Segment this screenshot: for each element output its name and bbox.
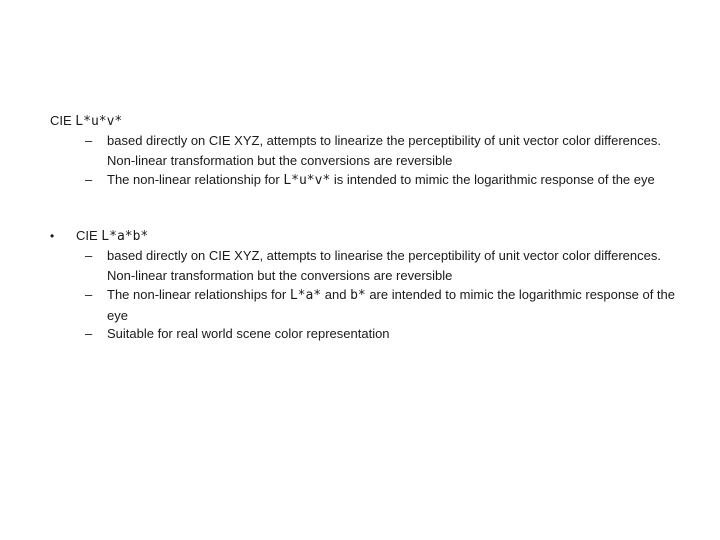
heading-prefix: CIE	[76, 228, 102, 243]
dash-marker: –	[85, 326, 93, 341]
section-heading-luv	[50, 112, 122, 131]
color-space-name: L*a*b*	[101, 229, 149, 244]
dash-marker: –	[85, 287, 93, 302]
list-item	[107, 131, 687, 170]
color-space-name: b*	[350, 288, 366, 303]
list-item	[107, 246, 687, 285]
heading-prefix: CIE	[50, 113, 76, 128]
dash-marker: –	[85, 133, 93, 148]
list-item	[107, 285, 687, 325]
item-text: based directly on CIE XYZ, attempts to linearize the perceptibility of unit vector color differences. Non-linear transformation but the conversions are reversible	[107, 133, 661, 168]
dash-marker: –	[85, 172, 93, 187]
item-text: based directly on CIE XYZ, attempts to linearise the perceptibility of unit vector color differences. Non-linear transformation but the conversions are reversible	[107, 248, 661, 283]
list-item	[107, 324, 687, 344]
list-item	[107, 170, 687, 191]
item-text: are intended to mimic the logarithmic response of the eye	[107, 287, 675, 323]
color-space-name: L*u*v*	[75, 114, 123, 129]
item-text: and	[321, 287, 351, 302]
item-text: is intended to mimic the logarithmic response of the eye	[330, 172, 655, 187]
section-heading-lab	[76, 227, 148, 246]
dash-marker: –	[85, 248, 93, 263]
item-text: The non-linear relationships for	[107, 287, 290, 302]
color-space-name: L*a*	[289, 288, 322, 303]
item-text: Suitable for real world scene color representation	[107, 326, 390, 341]
bullet-icon: •	[50, 229, 55, 243]
color-space-name: L*u*v*	[283, 173, 331, 188]
item-text: The non-linear relationship for	[107, 172, 284, 187]
